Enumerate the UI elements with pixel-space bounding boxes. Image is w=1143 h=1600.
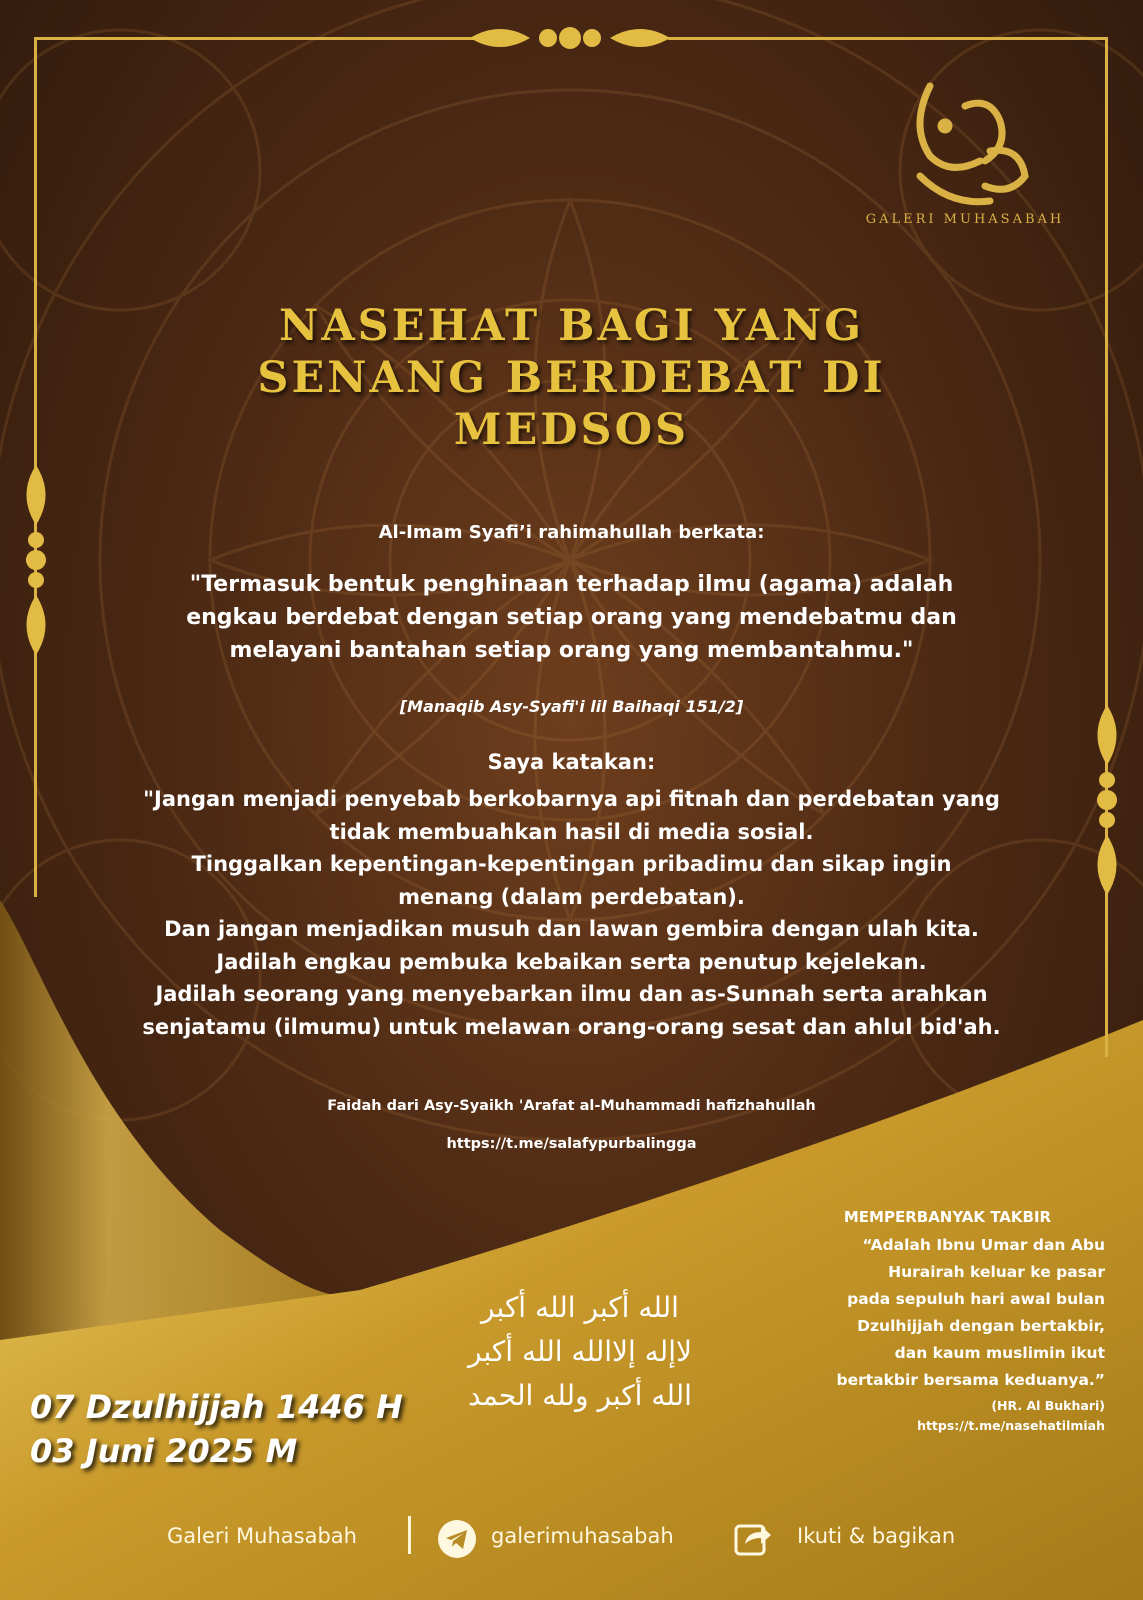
footer-divider bbox=[408, 1516, 411, 1554]
quote-line: "Termasuk bentuk penghinaan terhadap ilmu (agama) adalah bbox=[189, 572, 954, 597]
title-line: NASEHAT BAGI YANG bbox=[279, 301, 864, 351]
takbir-line: لاإله إلاالله الله أكبر bbox=[468, 1335, 692, 1368]
frame-line bbox=[1105, 37, 1108, 1057]
advice-quote bbox=[95, 783, 1048, 1043]
top-ornament-icon bbox=[470, 20, 670, 56]
saya-katakan-heading: Saya katakan: bbox=[487, 750, 656, 774]
side-title: MEMPERBANYAK TAKBIR bbox=[843, 1208, 1052, 1226]
telegram-icon[interactable] bbox=[437, 1519, 477, 1559]
quote-line: Tinggalkan kepentingan-kepentingan pribadimu dan sikap ingin bbox=[191, 852, 952, 876]
hadith-line: pada sepuluh hari awal bulan bbox=[847, 1290, 1105, 1308]
faidah-credit: Faidah dari Asy-Syaikh 'Arafat al-Muhammadi hafizhahullah bbox=[327, 1098, 816, 1114]
hadith-line: “Adalah Ibnu Umar dan Abu bbox=[862, 1236, 1105, 1254]
quote-line: menang (dalam perdebatan). bbox=[398, 884, 745, 909]
quote-line: senjatamu (ilmumu) untuk melawan orang-orang sesat dan ahlul bid'ah. bbox=[142, 1014, 1001, 1039]
hadith-line: Dzulhijjah dengan bertakbir, bbox=[857, 1317, 1105, 1335]
footer-bar bbox=[0, 1510, 1143, 1560]
telegram-handle[interactable]: galerimuhasabah bbox=[491, 1524, 674, 1548]
date-block bbox=[30, 1385, 403, 1473]
hadith-line: Hurairah keluar ke pasar bbox=[888, 1263, 1105, 1281]
frame-line bbox=[34, 37, 474, 40]
calligraphy-logo-icon bbox=[890, 66, 1040, 216]
telegram-link[interactable]: https://t.me/salafypurbalingga bbox=[446, 1136, 697, 1152]
masehi-date: 03 Juni 2025 M bbox=[30, 1432, 298, 1470]
quote-line: tidak membuahkan hasil di media sosial. bbox=[329, 819, 814, 844]
imam-syafii-quote bbox=[140, 568, 1003, 667]
hadith-line: bertakbir bersama keduanya.” bbox=[836, 1371, 1105, 1389]
left-ornament-icon bbox=[17, 465, 55, 655]
takbir-line: الله أكبر ولله الحمد bbox=[468, 1379, 692, 1412]
page-title bbox=[160, 300, 983, 456]
right-ornament-icon bbox=[1088, 705, 1126, 895]
title-line: MEDSOS bbox=[453, 405, 690, 455]
quote-reference: [Manaqib Asy-Syafi'i lil Baihaqi 151/2] bbox=[399, 697, 744, 716]
hadith-line: dan kaum muslimin ikut bbox=[894, 1344, 1105, 1362]
quote-line: Jadilah seorang yang menyebarkan ilmu dan as-Sunnah serta arahkan bbox=[155, 982, 988, 1006]
takbir-arabic bbox=[440, 1286, 720, 1418]
frame-line bbox=[668, 37, 1108, 40]
brand-name: GALERI MUHASABAH bbox=[865, 212, 1065, 227]
takbir-info-box bbox=[760, 1208, 1105, 1433]
hijri-date: 07 Dzulhijjah 1446 H bbox=[30, 1388, 403, 1426]
quote-line: "Jangan menjadi penyebab berkobarnya api fitnah dan perdebatan yang bbox=[143, 787, 1000, 811]
share-icon[interactable] bbox=[733, 1518, 773, 1558]
side-hadith bbox=[760, 1232, 1105, 1394]
side-telegram-link[interactable]: https://t.me/nasehatilmiah bbox=[917, 1418, 1105, 1433]
intro-text: Al-Imam Syafi’i rahimahullah berkata: bbox=[378, 522, 765, 543]
quote-line: engkau berdebat dengan setiap orang yang mendebatmu dan bbox=[186, 605, 957, 630]
takbir-line: الله أكبر الله أكبر bbox=[481, 1291, 679, 1324]
quote-line: Dan jangan menjadikan musuh dan lawan gembira dengan ulah kita. bbox=[164, 917, 979, 941]
hadith-source: (HR. Al Bukhari) bbox=[991, 1398, 1105, 1413]
share-label[interactable]: Ikuti & bagikan bbox=[797, 1524, 956, 1548]
quote-line: melayani bantahan setiap orang yang membantahmu." bbox=[229, 638, 914, 663]
quote-line: Jadilah engkau pembuka kebaikan serta penutup kejelekan. bbox=[216, 949, 927, 974]
title-line: SENANG BERDEBAT DI bbox=[257, 353, 886, 403]
footer-brand: Galeri Muhasabah bbox=[167, 1524, 357, 1548]
